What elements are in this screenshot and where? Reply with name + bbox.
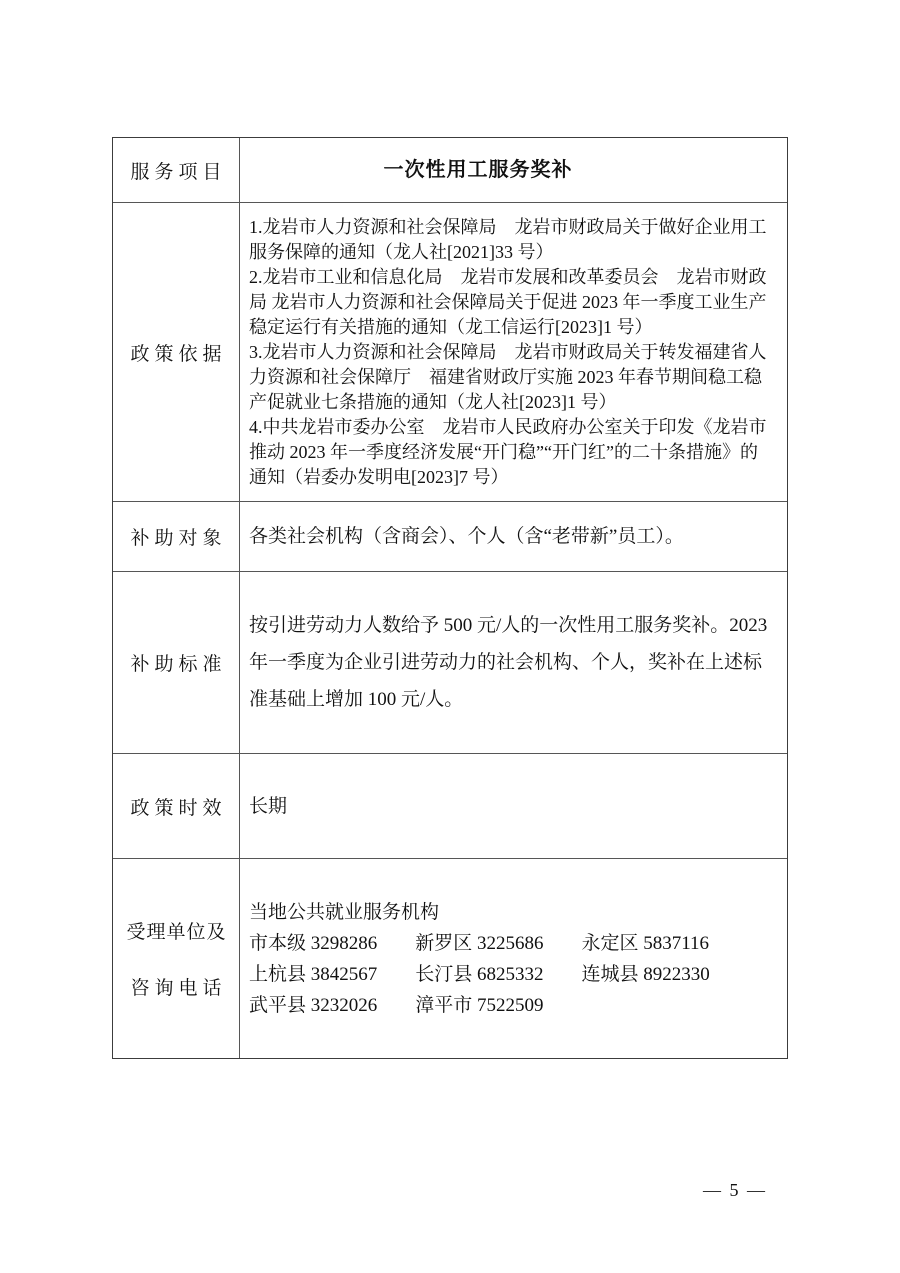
row-accepting-unit <box>113 858 787 1058</box>
row-policy-basis <box>113 202 787 501</box>
subsidy-target-value-cell <box>240 502 787 571</box>
policy-item-4: 4.中共龙岩市委办公室 龙岩市人民政府办公室关于印发《龙岩市推动 2023 年一季度经济发展“开门稳”“开门红”的二十条措施》的通知（岩委办发明电[2023]7 号） <box>249 416 767 487</box>
contact-line-phones-2: 上杭县 3842567 长汀县 6825332 连城县 8922330 <box>249 963 710 985</box>
contact-line-phones-3: 武平县 3232026 漳平市 7522509 <box>249 994 544 1016</box>
accepting-unit-label-cell <box>113 859 240 1058</box>
subsidy-target-label-cell <box>113 502 240 571</box>
accepting-unit-label-line2: 咨询电话 <box>130 978 227 999</box>
row-subsidy-target <box>113 501 787 571</box>
policy-basis-label: 政策依据 <box>130 343 227 365</box>
policy-item-1: 1.龙岩市人力资源和社会保障局 龙岩市财政局关于做好企业用工服务保障的通知（龙人社[2021]33 号） <box>249 216 767 262</box>
policy-validity-label-cell <box>113 754 240 858</box>
policy-validity-text: 长期 <box>249 795 288 817</box>
policy-validity-value-cell <box>240 754 787 858</box>
row-subsidy-standard <box>113 571 787 753</box>
policy-table <box>112 137 788 1059</box>
service-item-title: 一次性用工服务奖补 <box>383 158 573 181</box>
service-item-value-cell <box>240 138 787 202</box>
contact-line-phones-1: 市本级 3298286 新罗区 3225686 永定区 5837116 <box>249 932 710 954</box>
subsidy-target-text: 各类社会机构（含商会）、个人（含“老带新”员工）。 <box>249 526 684 547</box>
policy-item-3: 3.龙岩市人力资源和社会保障局 龙岩市财政局关于转发福建省人力资源和社会保障厅 福建省财政厅实施 2023 年春节期间稳工稳产促就业七条措施的通知（龙人社[2023]1 号） <box>249 341 767 412</box>
policy-basis-value-cell <box>240 203 787 501</box>
row-service-item <box>113 138 787 202</box>
service-item-label-cell <box>113 138 240 202</box>
policy-item-2: 2.龙岩市工业和信息化局 龙岩市发展和改革委员会 龙岩市财政局 龙岩市人力资源和社会保障局关于促进 2023 年一季度工业生产稳定运行有关措施的通知（龙工信运行[2023]1 号） <box>249 266 767 337</box>
contact-line-org: 当地公共就业服务机构 <box>249 901 440 923</box>
service-item-label: 服务项目 <box>130 161 227 183</box>
accepting-unit-label-line1: 受理单位及 <box>126 922 227 943</box>
subsidy-standard-label-cell <box>113 572 240 753</box>
subsidy-target-label: 补助对象 <box>130 528 227 549</box>
policy-basis-label-cell <box>113 203 240 501</box>
subsidy-standard-label: 补助标准 <box>130 654 227 675</box>
subsidy-standard-text: 按引进劳动力人数给予 500 元/人的一次性用工服务奖补。2023 年一季度为企业引进劳动力的社会机构、个人，奖补在上述标准基础上增加 100 元/人。 <box>249 615 768 710</box>
row-policy-validity <box>113 753 787 858</box>
page-number: — 5 — <box>703 1180 767 1200</box>
policy-validity-label: 政策时效 <box>130 797 227 819</box>
accepting-unit-value-cell <box>240 859 787 1058</box>
subsidy-standard-value-cell <box>240 572 787 753</box>
